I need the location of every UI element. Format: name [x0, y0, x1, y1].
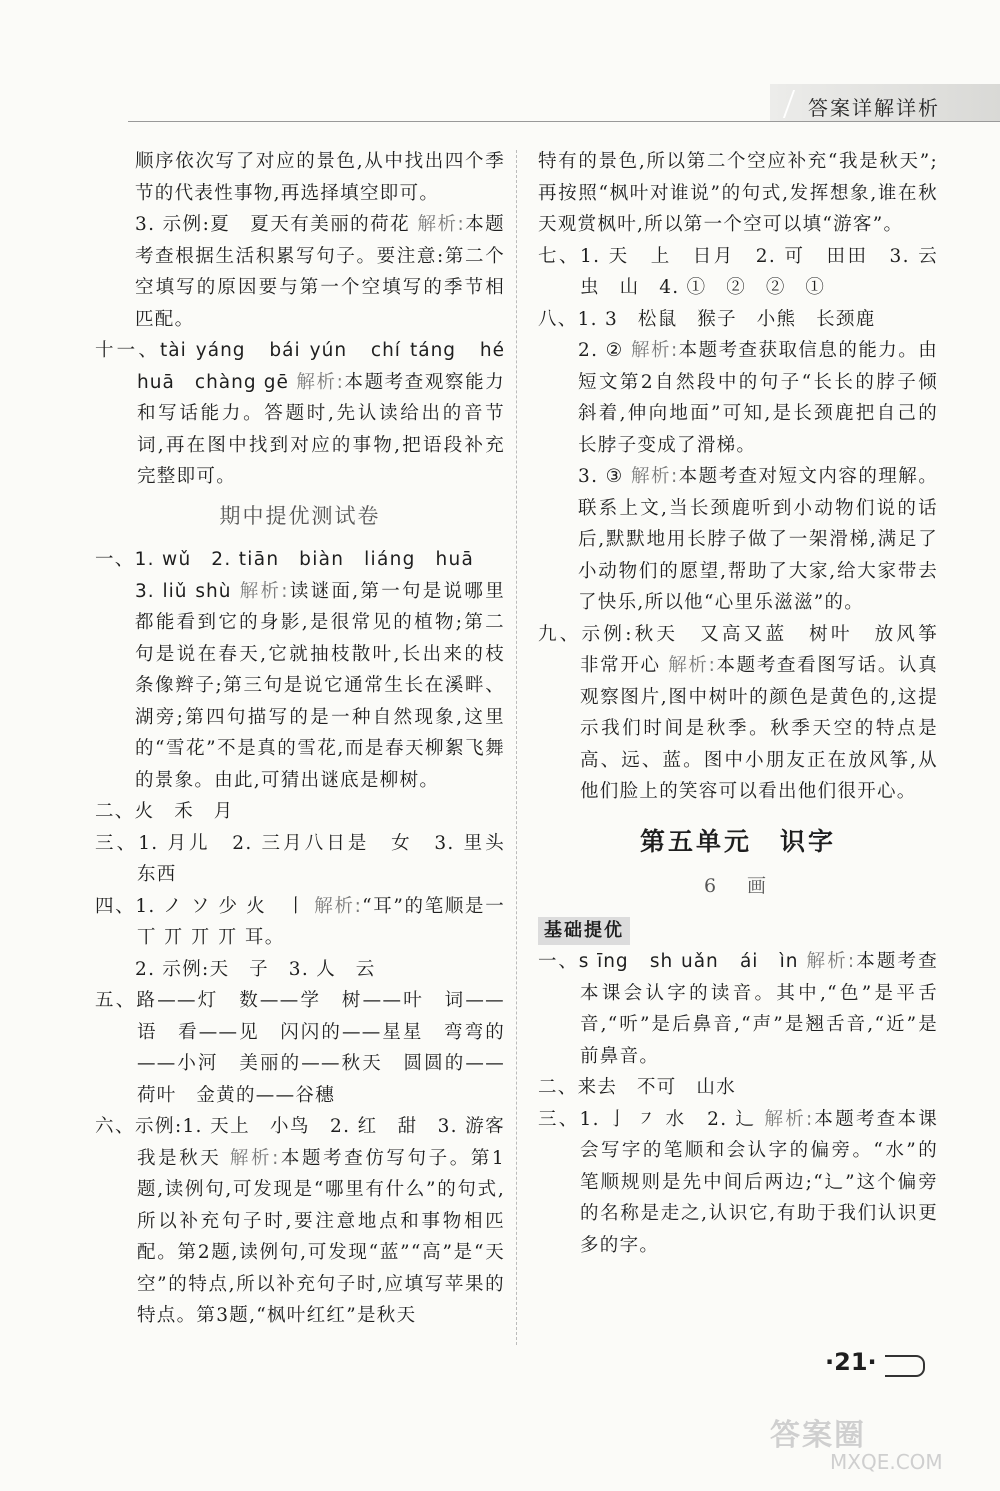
- answer-text: 六、示例:1. 天上 小鸟 2. 红 甜 3. 游客 我是秋天: [95, 1116, 525, 1169]
- answer-item: [538, 946, 938, 1072]
- answer-text: 3. ③: [578, 466, 624, 487]
- analysis-label: 解析:: [296, 371, 345, 393]
- page-number: ·21·: [825, 1348, 877, 1376]
- analysis-text: 本题考查本课会写字的笔顺和会认字的偏旁。“水”的笔顺规则是先中间后两边;“辶”这个偏旁的名称是走之,认识它,有助于我们认识更多的字。: [580, 1108, 938, 1256]
- section-title: 期中提优测试卷: [219, 503, 381, 528]
- analysis-text: 本题考查本课会认字的读音。其中,“色”是平舌音,“听”是后鼻音,“声”是翘舌音,“近”是前鼻音。: [580, 951, 938, 1067]
- answer-item: 一、1. wǔ 2. tiān biàn liáng huā: [95, 549, 475, 570]
- answer-item: 二、来去 不可 山水: [538, 1077, 737, 1098]
- analysis-text: 本题考查获取信息的能力。由短文第2自然段中的句子“长长的脖子倾斜着,伸向地面”可知,是长颈鹿把自己的长脖子变成了滑梯。: [578, 340, 939, 456]
- answer-item: 五、路——灯 数——学 树——叶 词——语 看——见 闪闪的——星星 弯弯的——小河 美丽的——秋天 圆圆的——荷叶 金黄的——谷穗: [95, 990, 505, 1106]
- header-rule: [128, 121, 1000, 122]
- answer-text: 四、1. ノ ソ 少 火 丨: [95, 895, 307, 917]
- answer-text: 九、示例:秋天 又高又蓝 树叶 放风筝 非常开心: [538, 623, 958, 676]
- answer-text: 3. liǔ shù: [135, 580, 232, 602]
- analysis-text: 读谜面,第一句是说哪里都能看到它的身影,是很常见的植物;第二句是说在春天,它就抽枝散叶,长出来的枝条像辫子;第三句是说它通常生长在溪畔、湖旁;第四句描写的是一种自然现象,这里的“雪花”不是真的雪花,而是春天柳絮飞舞的景象。由此,可猜出谜底是柳树。: [135, 580, 506, 791]
- analysis-text: “耳”的笔顺是一 丅 丌 丌 丌 耳。: [137, 895, 505, 948]
- section-tag: 基础提优: [538, 917, 630, 945]
- answer-text: 2. ②: [578, 340, 624, 361]
- analysis-text: 本题考查观察能力和写话能力。答题时,先认读给出的音节词,再在图中找到对应的事物,把语段补充完整即可。: [137, 371, 506, 487]
- column-divider: [516, 150, 517, 1345]
- right-column: [538, 146, 958, 1261]
- unit-title: 第五单元 识字: [639, 826, 836, 856]
- left-column: [95, 146, 525, 1332]
- analysis-label: 解析:: [806, 951, 856, 972]
- answer-item: [538, 619, 958, 808]
- answer-item: [95, 891, 505, 954]
- answer-item: 二、火 禾 月: [95, 801, 234, 822]
- watermark-logo: 答案圈: [770, 1418, 866, 1453]
- answer-item: 八、1. 3 松鼠 猴子 小熊 长颈鹿: [538, 308, 876, 330]
- text-paragraph: 特有的景色,所以第二个空应补充“我是秋天”;再按照“枫叶对谁说”的句式,发挥想象,谁在秋天观赏枫叶,所以第一个空可以填“游客”。: [538, 151, 938, 235]
- analysis-text: 本题考查仿写句子。第1题,读例句,可发现是“哪里有什么”的句式,所以补充句子时,要注意地点和事物相匹配。第2题,读例句,可发现“蓝”“高”是“天空”的特点,所以补充句子时,应填写苹果的特点。第3题,“枫叶红红”是秋天: [137, 1147, 505, 1326]
- answer-item: [95, 576, 505, 797]
- analysis-label: 解析:: [764, 1108, 814, 1130]
- answer-text: 3. 示例:夏 夏天有美丽的荷花: [135, 214, 411, 235]
- analysis-label: 解析:: [417, 214, 466, 235]
- answer-item: [538, 335, 938, 461]
- answer-text: 十一、tài yáng bái yún chí táng hé huā chàng gē: [95, 340, 505, 393]
- answer-item: 2. 示例:天 子 3. 人 云: [135, 958, 376, 980]
- lesson-title: 6 画: [703, 875, 773, 897]
- analysis-label: 解析:: [239, 580, 289, 602]
- answer-text: 三、1. 亅 ㇇ 水 2. 辶: [538, 1108, 757, 1130]
- answer-item: [95, 335, 505, 493]
- analysis-text: 本题考查对短文内容的理解。联系上文,当长颈鹿听到小动物们说的话后,默默地用长脖子做了一架滑梯,满足了小动物们的愿望,帮助了大家,给大家带去了快乐,所以他“心里乐滋滋”的。: [578, 466, 939, 613]
- answer-item: [95, 209, 505, 335]
- header-title: 答案详解详析: [808, 96, 940, 120]
- analysis-label: 解析:: [314, 895, 363, 917]
- analysis-text: 本题考查看图写话。认真观察图片,图中树叶的颜色是黄色的,这提示我们时间是秋季。秋季天空的特点是高、远、蓝。图中小朋友正在放风筝,从他们脸上的笑容可以看出他们很开心。: [580, 655, 938, 802]
- text-paragraph: 顺序依次写了对应的景色,从中找出四个季节的代表性事物,再选择填空即可。: [135, 151, 505, 204]
- analysis-label: 解析:: [668, 655, 717, 676]
- answer-item: 三、1. 月儿 2. 三月八日是 女 3. 里头 东西: [95, 832, 525, 885]
- answer-text: 一、s īng sh uǎn ái ìn: [538, 951, 799, 972]
- answer-item: [95, 1111, 525, 1332]
- answer-item: [538, 1104, 938, 1262]
- analysis-label: 解析:: [631, 466, 679, 487]
- page-number-decoration: [885, 1355, 925, 1377]
- analysis-text: 本题考查根据生活积累写句子。要注意:第二个空填写的原因要与第一个空填写的季节相匹配。: [135, 214, 505, 330]
- analysis-label: 解析:: [229, 1147, 280, 1169]
- analysis-label: 解析:: [631, 340, 679, 361]
- watermark-url: MXQE.COM: [830, 1450, 943, 1474]
- answer-item: [538, 461, 938, 619]
- answer-item: 七、1. 天 上 日月 2. 可 田田 3. 云 虫 山 4. ① ② ② ①: [538, 245, 958, 298]
